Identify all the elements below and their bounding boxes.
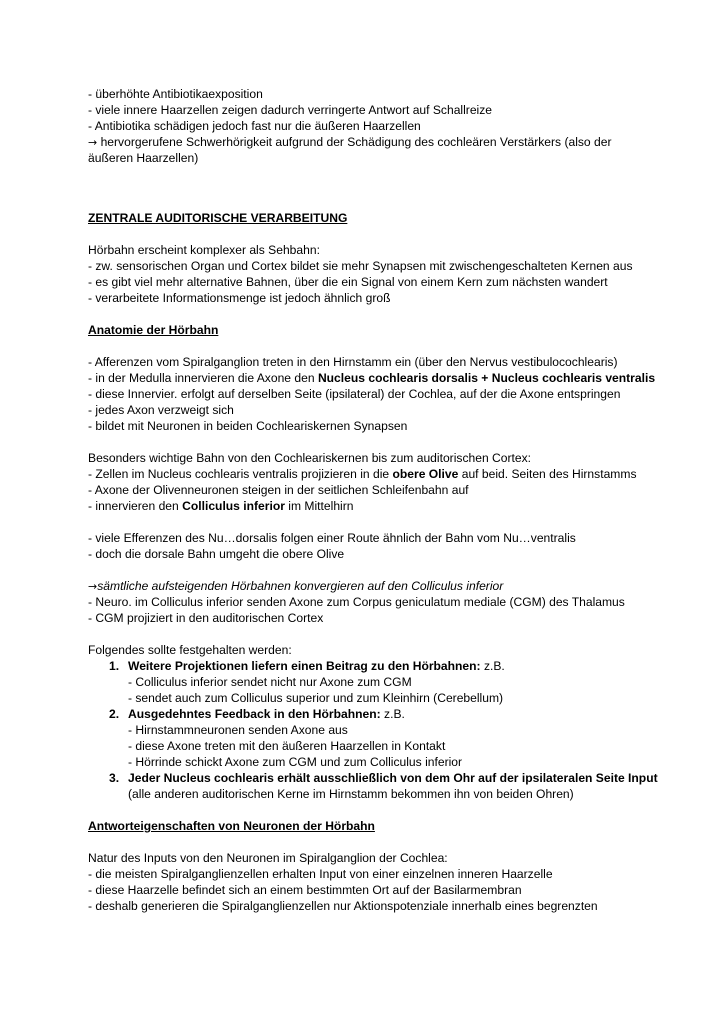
- document-page: [88, 86, 688, 914]
- text-line: - es gibt viel mehr alternative Bahnen, über die ein Signal von einem Kern zum nächsten wandert: [88, 275, 608, 289]
- text-line: - deshalb generieren die Spiralganglienzellen nur Aktionspotenziale innerhalb eines begrenzten: [88, 899, 598, 913]
- text-line: - viele innere Haarzellen zeigen dadurch verringerte Antwort auf Schallreize: [88, 103, 493, 117]
- list-item: 1. Weitere Projektionen liefern einen Beitrag zu den Hörbahnen: z.B.: [109, 659, 505, 673]
- text-line: Hörbahn erscheint komplexer als Sehbahn:: [88, 243, 320, 257]
- text-line: - verarbeitete Informationsmenge ist jedoch ähnlich groß: [88, 291, 391, 305]
- text-line: - Zellen im Nucleus cochlearis ventralis projizieren in die obere Olive auf beid. Seiten des Hirnstamms: [88, 467, 637, 481]
- arrow-right-icon: →: [88, 580, 98, 593]
- text-line: - bildet mit Neuronen in beiden Cochleariskernen Synapsen: [88, 419, 408, 433]
- text-line: - jedes Axon verzweigt sich: [88, 403, 234, 417]
- text-line: - CGM projiziert in den auditorischen Cortex: [88, 611, 324, 625]
- list-subitem: - Colliculus inferior sendet nicht nur Axone zum CGM: [128, 675, 412, 689]
- text-line: - Afferenzen vom Spiralganglion treten in den Hirnstamm ein (über den Nervus vestibulocochlearis): [88, 355, 618, 369]
- text-line: - diese Haarzelle befindet sich an einem bestimmten Ort auf der Basilarmembran: [88, 883, 522, 897]
- list-subitem: - diese Axone treten mit den äußeren Haarzellen in Kontakt: [128, 739, 446, 753]
- section-heading: ZENTRALE AUDITORISCHE VERARBEITUNG: [88, 211, 348, 225]
- text-line: Besonders wichtige Bahn von den Cochleariskernen bis zum auditorischen Cortex:: [88, 451, 532, 465]
- text-line: - die meisten Spiralganglienzellen erhalten Input von einer einzelnen inneren Haarzelle: [88, 867, 553, 881]
- text-line: - viele Efferenzen des Nu…dorsalis folgen einer Route ähnlich der Bahn vom Nu…ventralis: [88, 531, 576, 545]
- text-line: Folgendes sollte festgehalten werden:: [88, 643, 292, 657]
- text-line: - doch die dorsale Bahn umgeht die obere Olive: [88, 547, 345, 561]
- section-heading: Antworteigenschaften von Neuronen der Hörbahn: [88, 819, 375, 833]
- text-line: →sämtliche aufsteigenden Hörbahnen konvergieren auf den Colliculus inferior: [88, 579, 504, 593]
- list-subitem: - sendet auch zum Colliculus superior und zum Kleinhirn (Cerebellum): [128, 691, 504, 705]
- text-line: - zw. sensorischen Organ und Cortex bildet sie mehr Synapsen mit zwischengeschalteten Kernen aus: [88, 259, 633, 273]
- text-line: - überhöhte Antibiotikaexposition: [88, 87, 263, 101]
- text-line: → hervorgerufene Schwerhörigkeit aufgrund der Schädigung des cochleären Verstärkers (also der: [88, 135, 612, 149]
- text-line: - Antibiotika schädigen jedoch fast nur die äußeren Haarzellen: [88, 119, 421, 133]
- text-line: - in der Medulla innervieren die Axone den Nucleus cochlearis dorsalis + Nucleus cochlearis ventralis: [88, 371, 656, 385]
- list-subitem: (alle anderen auditorischen Kerne im Hirnstamm bekommen ihn von beiden Ohren): [128, 787, 574, 801]
- list-item: 2. Ausgedehntes Feedback in den Hörbahnen: z.B.: [109, 707, 405, 721]
- text-line: äußeren Haarzellen): [88, 151, 199, 165]
- arrow-right-icon: →: [88, 136, 98, 149]
- text-line: - diese Innervier. erfolgt auf derselben Seite (ipsilateral) der Cochlea, auf der die Axone entspringen: [88, 387, 621, 401]
- list-item: 3. Jeder Nucleus cochlearis erhält ausschließlich von dem Ohr auf der ipsilateralen Seite Input: [109, 771, 658, 785]
- list-subitem: - Hörrinde schickt Axone zum CGM und zum Colliculus inferior: [128, 755, 463, 769]
- text-line: - Neuro. im Colliculus inferior senden Axone zum Corpus geniculatum mediale (CGM) des Thalamus: [88, 595, 625, 609]
- text-line: - innervieren den Colliculus inferior im Mittelhirn: [88, 499, 354, 513]
- section-heading: Anatomie der Hörbahn: [88, 323, 219, 337]
- text-line: Natur des Inputs von den Neuronen im Spiralganglion der Cochlea:: [88, 851, 448, 865]
- list-subitem: - Hirnstammneuronen senden Axone aus: [128, 723, 348, 737]
- text-line: - Axone der Olivenneuronen steigen in der seitlichen Schleifenbahn auf: [88, 483, 469, 497]
